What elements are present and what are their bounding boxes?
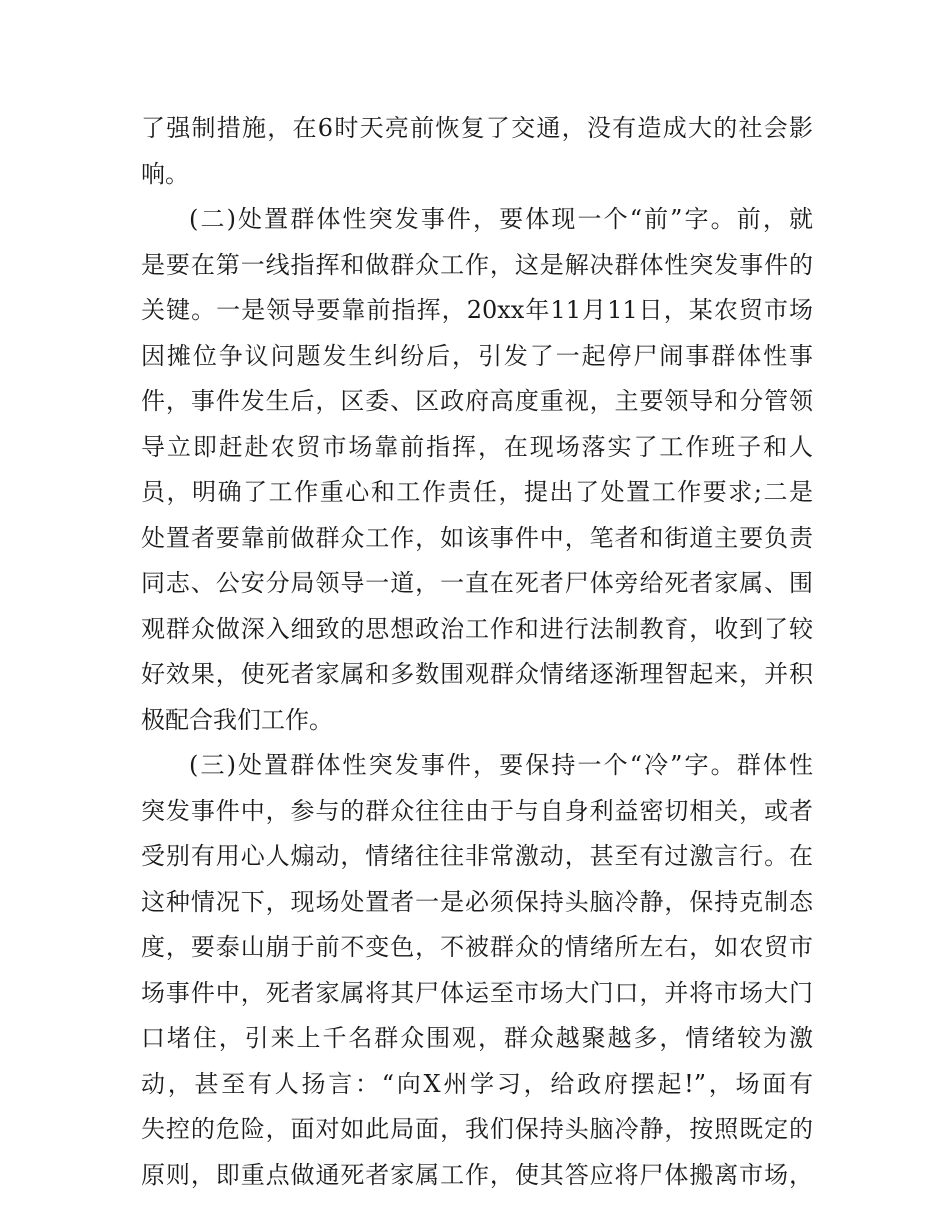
text-line: 件，事件发生后，区委、区政府高度重视，主要领导和分管领	[141, 387, 813, 415]
text-line: 原则，即重点做通死者家属工作，使其答应将尸体搬离市场，	[141, 1160, 813, 1189]
paragraph-heading-line: (二)处置群体性突发事件，要体现一个“前”字。前，就	[189, 205, 813, 233]
text-line: 场事件中，死者家属将其尸体运至市场大门口，并将市场大门	[141, 978, 813, 1007]
text-line: 同志、公安分局领导一道，一直在死者尸体旁给死者家属、围	[141, 569, 813, 597]
text-line: 响。	[141, 159, 189, 188]
text-line: 处置者要靠前做群众工作，如该事件中，笔者和街道主要负责	[141, 523, 813, 552]
text-line: 度，要泰山崩于前不变色，不被群众的情绪所左右，如农贸市	[141, 933, 813, 961]
text-line: 员，明确了工作重心和工作责任，提出了处置工作要求;二是	[141, 478, 813, 506]
text-line: 因摊位争议问题发生纠纷后，引发了一起停尸闹事群体性事	[141, 341, 813, 370]
text-line: 突发事件中，参与的群众往往由于与自身利益密切相关，或者	[141, 796, 813, 825]
text-line: 关键。一是领导要靠前指挥，20xx年11月11日，某农贸市场	[141, 296, 813, 324]
text-line: 极配合我们工作。	[141, 705, 333, 734]
text-line: 口堵住，引来上千名群众围观，群众越聚越多，情绪较为激	[141, 1024, 813, 1052]
text-line: 失控的危险，面对如此局面，我们保持头脑冷静，按照既定的	[141, 1115, 813, 1143]
paragraph-heading-line: (三)处置群体性突发事件，要保持一个“冷”字。群体性	[189, 751, 813, 779]
text-line: 动，甚至有人扬言：“向X州学习，给政府摆起!”，场面有	[141, 1069, 813, 1098]
text-line: 了强制措施，在6时天亮前恢复了交通，没有造成大的社会影	[141, 114, 813, 142]
text-line: 导立即赶赴农贸市场靠前指挥，在现场落实了工作班子和人	[141, 432, 813, 461]
text-line: 好效果，使死者家属和多数围观群众情绪逐渐理智起来，并积	[141, 660, 813, 688]
text-line: 这种情况下，现场处置者一是必须保持头脑冷静，保持克制态	[141, 887, 813, 916]
body-text	[141, 106, 813, 1198]
text-line: 受别有用心人煽动，情绪往往非常激动，甚至有过激言行。在	[141, 842, 813, 870]
text-line: 观群众做深入细致的思想政治工作和进行法制教育，收到了较	[141, 614, 813, 643]
text-line: 是要在第一线指挥和做群众工作，这是解决群体性突发事件的	[141, 250, 813, 279]
